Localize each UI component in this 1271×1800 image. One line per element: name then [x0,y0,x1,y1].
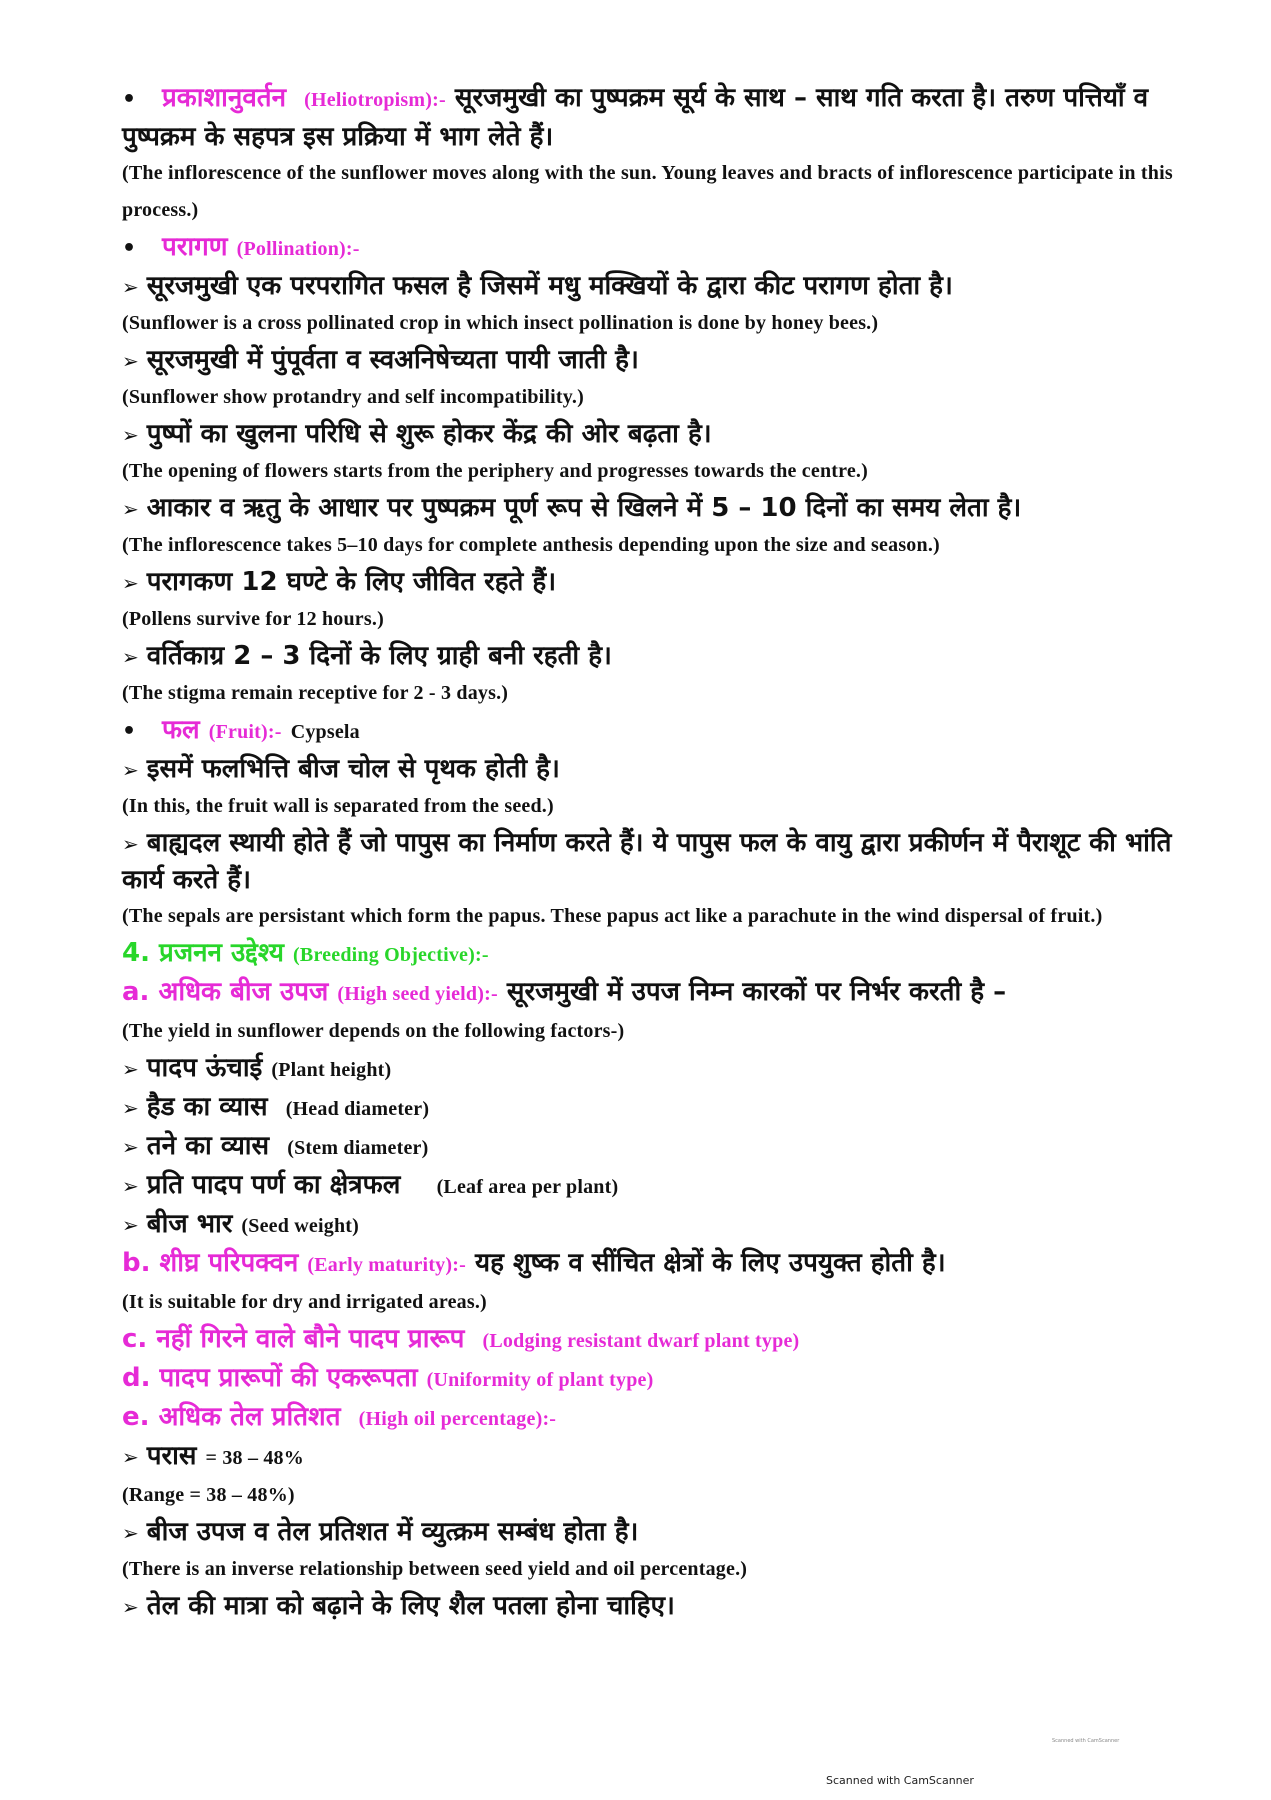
pollination-heading [122,229,1202,268]
range-hindi: परास [146,1441,197,1471]
arrow-point [122,342,1202,379]
arrow-point [122,751,1202,788]
arrow-point [122,490,1202,527]
factor-hindi: प्रति पादप पर्ण का क्षेत्रफल [146,1170,401,1200]
english-translation: (There is an inverse relationship between seed yield and oil percentage.) [122,1558,748,1580]
bullet-icon: • [122,719,137,744]
factor-item [122,1050,1202,1089]
arrow-icon: ➢ [122,1595,139,1619]
point-text: सूरजमुखी में पुंपूर्वता व स्वअनिषेच्यता पायी जाती है। [146,345,639,375]
arrow-icon: ➢ [122,832,139,856]
arrow-icon: ➢ [122,1057,139,1081]
fruit-type: Cypsela [290,721,360,743]
arrow-point [122,825,1202,898]
sub-hindi: a. अधिक बीज उपज [122,977,329,1007]
bullet-icon: • [122,236,137,261]
objective-d [122,1360,1202,1399]
arrow-point [122,1514,1202,1551]
english-translation: (In this, the fruit wall is separated from the seed.) [122,795,554,817]
arrow-icon: ➢ [122,423,139,447]
factor-english: (Head diameter) [285,1098,430,1120]
range-item [122,1438,1202,1477]
english-translation: (The opening of flowers starts from the periphery and progresses towards the centre.) [122,460,868,482]
sub-text: सूरजमुखी में उपज निम्न कारकों पर निर्भर करती है – [506,977,1007,1007]
document-page [122,80,1202,1625]
english-translation: (The inflorescence takes 5–10 days for complete anthesis depending upon the size and season.) [122,534,940,556]
arrow-icon: ➢ [122,1521,139,1545]
english-translation: (Range = 38 – 48%) [122,1484,295,1506]
english-translation: (It is suitable for dry and irrigated areas.) [122,1291,487,1313]
sub-hindi: d. पादप प्रारूपों की एकरूपता [122,1363,418,1393]
arrow-icon: ➢ [122,1445,139,1469]
factor-english: (Seed weight) [241,1215,359,1237]
sub-english: (Uniformity of plant type) [426,1369,654,1391]
factor-hindi: पादप ऊंचाई [146,1053,263,1083]
point-text: तेल की मात्रा को बढ़ाने के लिए शैल पतला होना चाहिए। [146,1591,675,1621]
sub-english: (High seed yield):- [337,983,498,1005]
paragraph-text: सूरजमुखी का पुष्पक्रम सूर्य के साथ – साथ गति करता है। तरुण पत्तियाँ व पुष्पक्रम के सहपत्र इस प्रक्रिया में भाग लेते हैं। [122,83,1149,152]
arrow-icon: ➢ [122,758,139,782]
arrow-icon: ➢ [122,1096,139,1120]
fruit-heading [122,712,1202,751]
factor-english: (Plant height) [271,1059,392,1081]
arrow-icon: ➢ [122,1174,139,1198]
sub-text: यह शुष्क व सींचित क्षेत्रों के लिए उपयुक्त होती है। [475,1248,946,1278]
point-text: पुष्पों का खुलना परिधि से शुरू होकर केंद्र की ओर बढ़ता है। [146,419,712,449]
arrow-point [122,268,1202,305]
objective-e [122,1399,1202,1438]
heliotropism-block [122,80,1202,155]
range-value: = 38 – 48% [205,1447,304,1469]
point-text: इसमें फलभित्ति बीज चोल से पृथक होती है। [146,754,560,784]
sub-hindi: b. शीघ्र परिपक्वन [122,1248,299,1278]
arrow-point [122,416,1202,453]
heading-hindi: फल [162,715,200,745]
arrow-point [122,564,1202,601]
english-translation: (The stigma remain receptive for 2 - 3 days.) [122,682,509,704]
section-english: (Breeding Objective):- [293,944,489,966]
point-text: वर्तिकाग्र 2 – 3 दिनों के लिए ग्राही बनी रहती है। [146,641,612,671]
arrow-icon: ➢ [122,645,139,669]
sub-english: (Lodging resistant dwarf plant type) [482,1330,800,1352]
english-translation: (The inflorescence of the sunflower moves along with the sun. Young leaves and bracts of inflorescence participate in this process.) [122,162,1173,221]
heading-english: (Heliotropism):- [304,89,446,111]
factor-item [122,1128,1202,1167]
arrow-icon: ➢ [122,1213,139,1237]
heading-hindi: प्रकाशानुवर्तन [162,83,287,113]
point-text: बाह्यदल स्थायी होते हैं जो पापुस का निर्माण करते हैं। ये पापुस फल के वायु द्वारा प्रकीर्णन में पैराशूट की भांति कार्य करते हैं। [122,828,1172,895]
factor-hindi: हैड का व्यास [146,1092,268,1122]
objective-a [122,974,1202,1013]
english-translation: (Sunflower is a cross pollinated crop in which insect pollination is done by honey bees.) [122,312,879,334]
factor-item [122,1089,1202,1128]
section-hindi: 4. प्रजनन उद्देश्य [122,938,284,968]
arrow-point [122,1588,1202,1625]
factor-hindi: तने का व्यास [146,1131,270,1161]
factor-hindi: बीज भार [146,1209,233,1239]
scan-watermark: Scanned with CamScanner [826,1774,974,1787]
heading-hindi: परागण [162,232,228,262]
bullet-icon: • [122,87,137,112]
factor-item [122,1167,1202,1206]
arrow-icon: ➢ [122,349,139,373]
section-heading [122,935,1202,974]
point-text: सूरजमुखी एक परपरागित फसल है जिसमें मधु मक्खियों के द्वारा कीट परागण होता है। [146,271,953,301]
heading-english: (Fruit):- [208,721,282,743]
factor-item [122,1206,1202,1245]
arrow-icon: ➢ [122,497,139,521]
factor-english: (Leaf area per plant) [436,1176,619,1198]
sub-hindi: e. अधिक तेल प्रतिशत [122,1402,341,1432]
arrow-icon: ➢ [122,571,139,595]
factor-english: (Stem diameter) [287,1137,429,1159]
point-text: परागकण 12 घण्टे के लिए जीवित रहते हैं। [146,567,557,597]
arrow-point [122,638,1202,675]
sub-english: (Early maturity):- [307,1254,466,1276]
point-text: आकार व ऋतु के आधार पर पुष्पक्रम पूर्ण रूप से खिलने में 5 – 10 दिनों का समय लेता है। [146,493,1022,523]
sub-hindi: c. नहीं गिरने वाले बौने पादप प्रारूप [122,1324,465,1354]
sub-english: (High oil percentage):- [358,1408,557,1430]
arrow-icon: ➢ [122,1135,139,1159]
heading-english: (Pollination):- [236,238,360,260]
english-translation: (Sunflower show protandry and self incompatibility.) [122,386,584,408]
objective-c [122,1321,1202,1360]
english-translation: (Pollens survive for 12 hours.) [122,608,384,630]
english-translation: (The yield in sunflower depends on the following factors-) [122,1020,625,1042]
objective-b [122,1245,1202,1284]
point-text: बीज उपज व तेल प्रतिशत में व्युत्क्रम सम्बंध होता है। [146,1517,639,1547]
scan-watermark-small: Scanned with CamScanner [1052,1738,1120,1744]
english-translation: (The sepals are persistant which form the papus. These papus act like a parachute in the wind dispersal of fruit.) [122,905,1103,927]
arrow-icon: ➢ [122,275,139,299]
